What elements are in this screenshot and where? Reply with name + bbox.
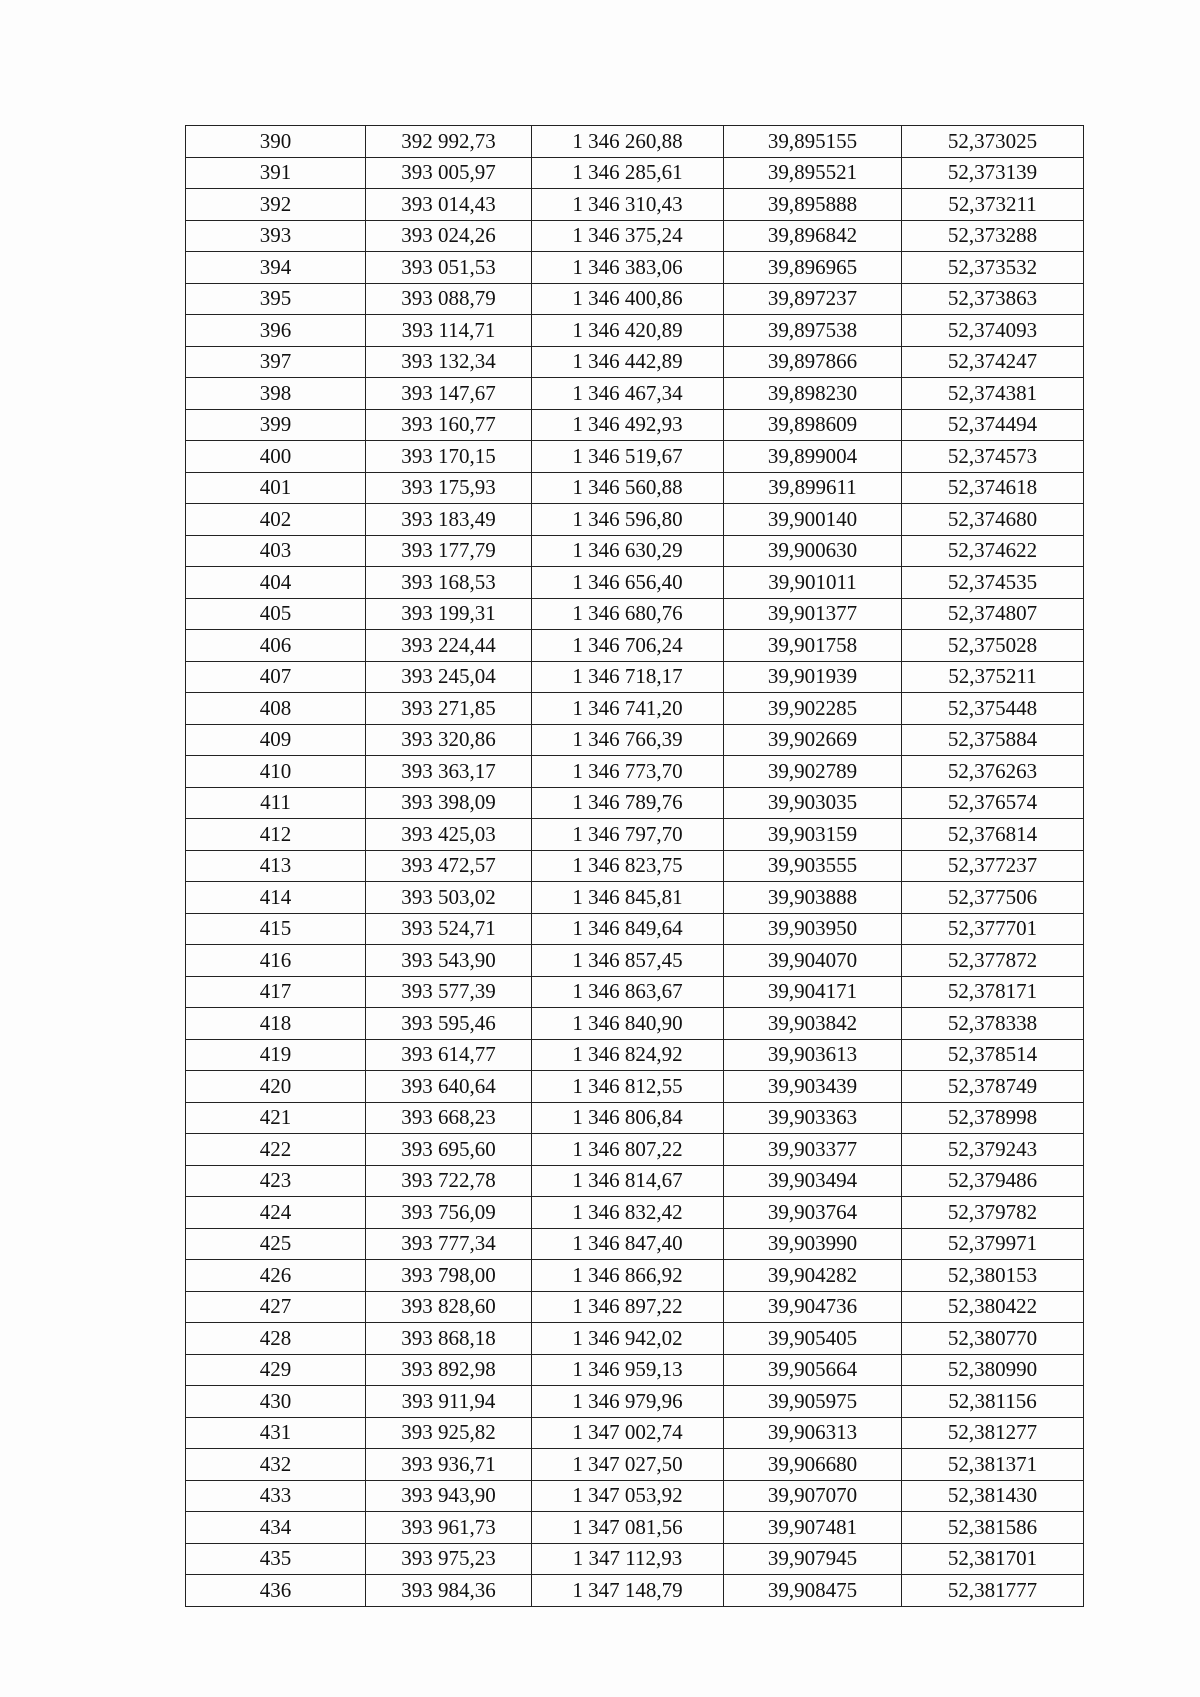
latitude-cell: 52,374573: [902, 441, 1084, 473]
point-number-cell: 395: [186, 283, 366, 315]
longitude-cell: 39,903439: [724, 1071, 902, 1103]
x-coordinate-cell: 393 271,85: [366, 693, 532, 725]
y-coordinate-cell: 1 346 806,84: [532, 1102, 724, 1134]
longitude-cell: 39,902789: [724, 756, 902, 788]
point-number-cell: 431: [186, 1417, 366, 1449]
x-coordinate-cell: 393 640,64: [366, 1071, 532, 1103]
x-coordinate-cell: 392 992,73: [366, 126, 532, 158]
longitude-cell: 39,903494: [724, 1165, 902, 1197]
longitude-cell: 39,899004: [724, 441, 902, 473]
table-row: [186, 1039, 1084, 1071]
longitude-cell: 39,895521: [724, 157, 902, 189]
point-number-cell: 425: [186, 1228, 366, 1260]
point-number-cell: 397: [186, 346, 366, 378]
point-number-cell: 426: [186, 1260, 366, 1292]
longitude-cell: 39,900140: [724, 504, 902, 536]
latitude-cell: 52,374680: [902, 504, 1084, 536]
longitude-cell: 39,895155: [724, 126, 902, 158]
longitude-cell: 39,907070: [724, 1480, 902, 1512]
y-coordinate-cell: 1 346 840,90: [532, 1008, 724, 1040]
latitude-cell: 52,375028: [902, 630, 1084, 662]
longitude-cell: 39,902285: [724, 693, 902, 725]
table-row: [186, 976, 1084, 1008]
latitude-cell: 52,380153: [902, 1260, 1084, 1292]
coordinates-table: [185, 125, 1084, 1607]
longitude-cell: 39,895888: [724, 189, 902, 221]
point-number-cell: 423: [186, 1165, 366, 1197]
longitude-cell: 39,903990: [724, 1228, 902, 1260]
x-coordinate-cell: 393 892,98: [366, 1354, 532, 1386]
latitude-cell: 52,380770: [902, 1323, 1084, 1355]
longitude-cell: 39,898609: [724, 409, 902, 441]
y-coordinate-cell: 1 346 824,92: [532, 1039, 724, 1071]
point-number-cell: 429: [186, 1354, 366, 1386]
y-coordinate-cell: 1 346 706,24: [532, 630, 724, 662]
latitude-cell: 52,374622: [902, 535, 1084, 567]
y-coordinate-cell: 1 346 492,93: [532, 409, 724, 441]
latitude-cell: 52,374494: [902, 409, 1084, 441]
y-coordinate-cell: 1 346 420,89: [532, 315, 724, 347]
y-coordinate-cell: 1 346 845,81: [532, 882, 724, 914]
y-coordinate-cell: 1 346 741,20: [532, 693, 724, 725]
latitude-cell: 52,373288: [902, 220, 1084, 252]
latitude-cell: 52,379486: [902, 1165, 1084, 1197]
latitude-cell: 52,380422: [902, 1291, 1084, 1323]
y-coordinate-cell: 1 346 596,80: [532, 504, 724, 536]
point-number-cell: 405: [186, 598, 366, 630]
point-number-cell: 435: [186, 1543, 366, 1575]
x-coordinate-cell: 393 320,86: [366, 724, 532, 756]
point-number-cell: 414: [186, 882, 366, 914]
y-coordinate-cell: 1 346 375,24: [532, 220, 724, 252]
table-row: [186, 441, 1084, 473]
latitude-cell: 52,373863: [902, 283, 1084, 315]
table-row: [186, 157, 1084, 189]
y-coordinate-cell: 1 346 797,70: [532, 819, 724, 851]
longitude-cell: 39,904171: [724, 976, 902, 1008]
point-number-cell: 410: [186, 756, 366, 788]
x-coordinate-cell: 393 798,00: [366, 1260, 532, 1292]
point-number-cell: 428: [186, 1323, 366, 1355]
x-coordinate-cell: 393 051,53: [366, 252, 532, 284]
y-coordinate-cell: 1 347 112,93: [532, 1543, 724, 1575]
latitude-cell: 52,381156: [902, 1386, 1084, 1418]
table-row: [186, 1386, 1084, 1418]
latitude-cell: 52,378171: [902, 976, 1084, 1008]
y-coordinate-cell: 1 346 519,67: [532, 441, 724, 473]
latitude-cell: 52,373025: [902, 126, 1084, 158]
table-row: [186, 1575, 1084, 1607]
point-number-cell: 412: [186, 819, 366, 851]
latitude-cell: 52,377237: [902, 850, 1084, 882]
latitude-cell: 52,375884: [902, 724, 1084, 756]
longitude-cell: 39,904070: [724, 945, 902, 977]
y-coordinate-cell: 1 346 857,45: [532, 945, 724, 977]
longitude-cell: 39,907481: [724, 1512, 902, 1544]
longitude-cell: 39,905664: [724, 1354, 902, 1386]
point-number-cell: 406: [186, 630, 366, 662]
longitude-cell: 39,906313: [724, 1417, 902, 1449]
x-coordinate-cell: 393 170,15: [366, 441, 532, 473]
y-coordinate-cell: 1 346 847,40: [532, 1228, 724, 1260]
point-number-cell: 418: [186, 1008, 366, 1040]
point-number-cell: 432: [186, 1449, 366, 1481]
x-coordinate-cell: 393 177,79: [366, 535, 532, 567]
latitude-cell: 52,381277: [902, 1417, 1084, 1449]
y-coordinate-cell: 1 346 814,67: [532, 1165, 724, 1197]
latitude-cell: 52,377872: [902, 945, 1084, 977]
latitude-cell: 52,375211: [902, 661, 1084, 693]
longitude-cell: 39,901939: [724, 661, 902, 693]
table-row: [186, 1354, 1084, 1386]
table-row: [186, 1134, 1084, 1166]
table-row: [186, 850, 1084, 882]
latitude-cell: 52,377701: [902, 913, 1084, 945]
longitude-cell: 39,903035: [724, 787, 902, 819]
latitude-cell: 52,374093: [902, 315, 1084, 347]
y-coordinate-cell: 1 347 053,92: [532, 1480, 724, 1512]
table-row: [186, 1417, 1084, 1449]
y-coordinate-cell: 1 347 148,79: [532, 1575, 724, 1607]
latitude-cell: 52,374247: [902, 346, 1084, 378]
y-coordinate-cell: 1 346 849,64: [532, 913, 724, 945]
x-coordinate-cell: 393 147,67: [366, 378, 532, 410]
y-coordinate-cell: 1 346 656,40: [532, 567, 724, 599]
longitude-cell: 39,900630: [724, 535, 902, 567]
y-coordinate-cell: 1 346 823,75: [532, 850, 724, 882]
table-row: [186, 787, 1084, 819]
longitude-cell: 39,903613: [724, 1039, 902, 1071]
point-number-cell: 417: [186, 976, 366, 1008]
x-coordinate-cell: 393 088,79: [366, 283, 532, 315]
table-row: [186, 1449, 1084, 1481]
x-coordinate-cell: 393 199,31: [366, 598, 532, 630]
latitude-cell: 52,379782: [902, 1197, 1084, 1229]
latitude-cell: 52,378514: [902, 1039, 1084, 1071]
x-coordinate-cell: 393 524,71: [366, 913, 532, 945]
y-coordinate-cell: 1 346 897,22: [532, 1291, 724, 1323]
table-row: [186, 472, 1084, 504]
latitude-cell: 52,381586: [902, 1512, 1084, 1544]
latitude-cell: 52,374807: [902, 598, 1084, 630]
point-number-cell: 407: [186, 661, 366, 693]
latitude-cell: 52,376263: [902, 756, 1084, 788]
table-row: [186, 378, 1084, 410]
point-number-cell: 421: [186, 1102, 366, 1134]
point-number-cell: 424: [186, 1197, 366, 1229]
latitude-cell: 52,381430: [902, 1480, 1084, 1512]
table-row: [186, 252, 1084, 284]
longitude-cell: 39,903555: [724, 850, 902, 882]
x-coordinate-cell: 393 756,09: [366, 1197, 532, 1229]
table-row: [186, 1260, 1084, 1292]
longitude-cell: 39,908475: [724, 1575, 902, 1607]
latitude-cell: 52,379243: [902, 1134, 1084, 1166]
point-number-cell: 399: [186, 409, 366, 441]
longitude-cell: 39,897237: [724, 283, 902, 315]
x-coordinate-cell: 393 132,34: [366, 346, 532, 378]
latitude-cell: 52,380990: [902, 1354, 1084, 1386]
x-coordinate-cell: 393 868,18: [366, 1323, 532, 1355]
x-coordinate-cell: 393 363,17: [366, 756, 532, 788]
coordinates-table-body: [186, 126, 1084, 1607]
longitude-cell: 39,905975: [724, 1386, 902, 1418]
point-number-cell: 433: [186, 1480, 366, 1512]
longitude-cell: 39,904736: [724, 1291, 902, 1323]
table-row: [186, 1543, 1084, 1575]
latitude-cell: 52,373211: [902, 189, 1084, 221]
table-row: [186, 535, 1084, 567]
table-row: [186, 1228, 1084, 1260]
point-number-cell: 422: [186, 1134, 366, 1166]
point-number-cell: 436: [186, 1575, 366, 1607]
table-row: [186, 819, 1084, 851]
table-row: [186, 1197, 1084, 1229]
latitude-cell: 52,378749: [902, 1071, 1084, 1103]
point-number-cell: 413: [186, 850, 366, 882]
y-coordinate-cell: 1 346 959,13: [532, 1354, 724, 1386]
table-row: [186, 913, 1084, 945]
y-coordinate-cell: 1 346 285,61: [532, 157, 724, 189]
longitude-cell: 39,903950: [724, 913, 902, 945]
point-number-cell: 420: [186, 1071, 366, 1103]
y-coordinate-cell: 1 346 773,70: [532, 756, 724, 788]
y-coordinate-cell: 1 347 081,56: [532, 1512, 724, 1544]
x-coordinate-cell: 393 577,39: [366, 976, 532, 1008]
latitude-cell: 52,378998: [902, 1102, 1084, 1134]
table-row: [186, 346, 1084, 378]
point-number-cell: 434: [186, 1512, 366, 1544]
y-coordinate-cell: 1 346 718,17: [532, 661, 724, 693]
table-row: [186, 1071, 1084, 1103]
x-coordinate-cell: 393 114,71: [366, 315, 532, 347]
y-coordinate-cell: 1 346 942,02: [532, 1323, 724, 1355]
latitude-cell: 52,381777: [902, 1575, 1084, 1607]
y-coordinate-cell: 1 347 002,74: [532, 1417, 724, 1449]
table-row: [186, 315, 1084, 347]
y-coordinate-cell: 1 346 766,39: [532, 724, 724, 756]
y-coordinate-cell: 1 346 630,29: [532, 535, 724, 567]
y-coordinate-cell: 1 346 560,88: [532, 472, 724, 504]
x-coordinate-cell: 393 183,49: [366, 504, 532, 536]
longitude-cell: 39,903377: [724, 1134, 902, 1166]
x-coordinate-cell: 393 168,53: [366, 567, 532, 599]
longitude-cell: 39,903764: [724, 1197, 902, 1229]
longitude-cell: 39,907945: [724, 1543, 902, 1575]
table-row: [186, 220, 1084, 252]
latitude-cell: 52,376814: [902, 819, 1084, 851]
latitude-cell: 52,381701: [902, 1543, 1084, 1575]
x-coordinate-cell: 393 695,60: [366, 1134, 532, 1166]
y-coordinate-cell: 1 346 812,55: [532, 1071, 724, 1103]
point-number-cell: 392: [186, 189, 366, 221]
table-row: [186, 724, 1084, 756]
point-number-cell: 427: [186, 1291, 366, 1323]
latitude-cell: 52,377506: [902, 882, 1084, 914]
point-number-cell: 415: [186, 913, 366, 945]
longitude-cell: 39,903842: [724, 1008, 902, 1040]
table-row: [186, 189, 1084, 221]
x-coordinate-cell: 393 936,71: [366, 1449, 532, 1481]
latitude-cell: 52,373532: [902, 252, 1084, 284]
point-number-cell: 402: [186, 504, 366, 536]
table-row: [186, 1512, 1084, 1544]
y-coordinate-cell: 1 346 310,43: [532, 189, 724, 221]
y-coordinate-cell: 1 346 832,42: [532, 1197, 724, 1229]
y-coordinate-cell: 1 346 807,22: [532, 1134, 724, 1166]
table-row: [186, 693, 1084, 725]
longitude-cell: 39,901011: [724, 567, 902, 599]
y-coordinate-cell: 1 346 680,76: [532, 598, 724, 630]
longitude-cell: 39,903159: [724, 819, 902, 851]
latitude-cell: 52,375448: [902, 693, 1084, 725]
x-coordinate-cell: 393 961,73: [366, 1512, 532, 1544]
table-row: [186, 756, 1084, 788]
point-number-cell: 408: [186, 693, 366, 725]
x-coordinate-cell: 393 595,46: [366, 1008, 532, 1040]
y-coordinate-cell: 1 346 979,96: [532, 1386, 724, 1418]
point-number-cell: 409: [186, 724, 366, 756]
point-number-cell: 394: [186, 252, 366, 284]
table-row: [186, 1323, 1084, 1355]
x-coordinate-cell: 393 614,77: [366, 1039, 532, 1071]
point-number-cell: 416: [186, 945, 366, 977]
point-number-cell: 391: [186, 157, 366, 189]
longitude-cell: 39,901758: [724, 630, 902, 662]
longitude-cell: 39,906680: [724, 1449, 902, 1481]
x-coordinate-cell: 393 543,90: [366, 945, 532, 977]
y-coordinate-cell: 1 347 027,50: [532, 1449, 724, 1481]
table-row: [186, 945, 1084, 977]
x-coordinate-cell: 393 503,02: [366, 882, 532, 914]
point-number-cell: 400: [186, 441, 366, 473]
point-number-cell: 419: [186, 1039, 366, 1071]
y-coordinate-cell: 1 346 260,88: [532, 126, 724, 158]
point-number-cell: 398: [186, 378, 366, 410]
table-row: [186, 504, 1084, 536]
table-row: [186, 567, 1084, 599]
y-coordinate-cell: 1 346 863,67: [532, 976, 724, 1008]
point-number-cell: 403: [186, 535, 366, 567]
x-coordinate-cell: 393 722,78: [366, 1165, 532, 1197]
table-row: [186, 1102, 1084, 1134]
point-number-cell: 393: [186, 220, 366, 252]
table-row: [186, 1480, 1084, 1512]
longitude-cell: 39,905405: [724, 1323, 902, 1355]
latitude-cell: 52,374618: [902, 472, 1084, 504]
table-row: [186, 1165, 1084, 1197]
x-coordinate-cell: 393 472,57: [366, 850, 532, 882]
longitude-cell: 39,897866: [724, 346, 902, 378]
x-coordinate-cell: 393 014,43: [366, 189, 532, 221]
x-coordinate-cell: 393 160,77: [366, 409, 532, 441]
x-coordinate-cell: 393 777,34: [366, 1228, 532, 1260]
latitude-cell: 52,373139: [902, 157, 1084, 189]
x-coordinate-cell: 393 984,36: [366, 1575, 532, 1607]
point-number-cell: 396: [186, 315, 366, 347]
latitude-cell: 52,374535: [902, 567, 1084, 599]
longitude-cell: 39,902669: [724, 724, 902, 756]
longitude-cell: 39,896842: [724, 220, 902, 252]
table-row: [186, 409, 1084, 441]
y-coordinate-cell: 1 346 383,06: [532, 252, 724, 284]
latitude-cell: 52,374381: [902, 378, 1084, 410]
table-row: [186, 630, 1084, 662]
point-number-cell: 404: [186, 567, 366, 599]
y-coordinate-cell: 1 346 467,34: [532, 378, 724, 410]
y-coordinate-cell: 1 346 789,76: [532, 787, 724, 819]
latitude-cell: 52,379971: [902, 1228, 1084, 1260]
longitude-cell: 39,896965: [724, 252, 902, 284]
table-row: [186, 661, 1084, 693]
x-coordinate-cell: 393 398,09: [366, 787, 532, 819]
longitude-cell: 39,904282: [724, 1260, 902, 1292]
x-coordinate-cell: 393 911,94: [366, 1386, 532, 1418]
x-coordinate-cell: 393 975,23: [366, 1543, 532, 1575]
y-coordinate-cell: 1 346 866,92: [532, 1260, 724, 1292]
longitude-cell: 39,903888: [724, 882, 902, 914]
y-coordinate-cell: 1 346 442,89: [532, 346, 724, 378]
table-row: [186, 283, 1084, 315]
table-row: [186, 882, 1084, 914]
longitude-cell: 39,901377: [724, 598, 902, 630]
x-coordinate-cell: 393 224,44: [366, 630, 532, 662]
table-row: [186, 598, 1084, 630]
latitude-cell: 52,376574: [902, 787, 1084, 819]
point-number-cell: 390: [186, 126, 366, 158]
x-coordinate-cell: 393 943,90: [366, 1480, 532, 1512]
x-coordinate-cell: 393 005,97: [366, 157, 532, 189]
y-coordinate-cell: 1 346 400,86: [532, 283, 724, 315]
point-number-cell: 401: [186, 472, 366, 504]
x-coordinate-cell: 393 024,26: [366, 220, 532, 252]
longitude-cell: 39,899611: [724, 472, 902, 504]
table-row: [186, 1008, 1084, 1040]
x-coordinate-cell: 393 828,60: [366, 1291, 532, 1323]
latitude-cell: 52,381371: [902, 1449, 1084, 1481]
table-row: [186, 1291, 1084, 1323]
table-row: [186, 126, 1084, 158]
latitude-cell: 52,378338: [902, 1008, 1084, 1040]
point-number-cell: 430: [186, 1386, 366, 1418]
longitude-cell: 39,898230: [724, 378, 902, 410]
x-coordinate-cell: 393 245,04: [366, 661, 532, 693]
x-coordinate-cell: 393 175,93: [366, 472, 532, 504]
longitude-cell: 39,903363: [724, 1102, 902, 1134]
longitude-cell: 39,897538: [724, 315, 902, 347]
point-number-cell: 411: [186, 787, 366, 819]
x-coordinate-cell: 393 668,23: [366, 1102, 532, 1134]
x-coordinate-cell: 393 925,82: [366, 1417, 532, 1449]
x-coordinate-cell: 393 425,03: [366, 819, 532, 851]
